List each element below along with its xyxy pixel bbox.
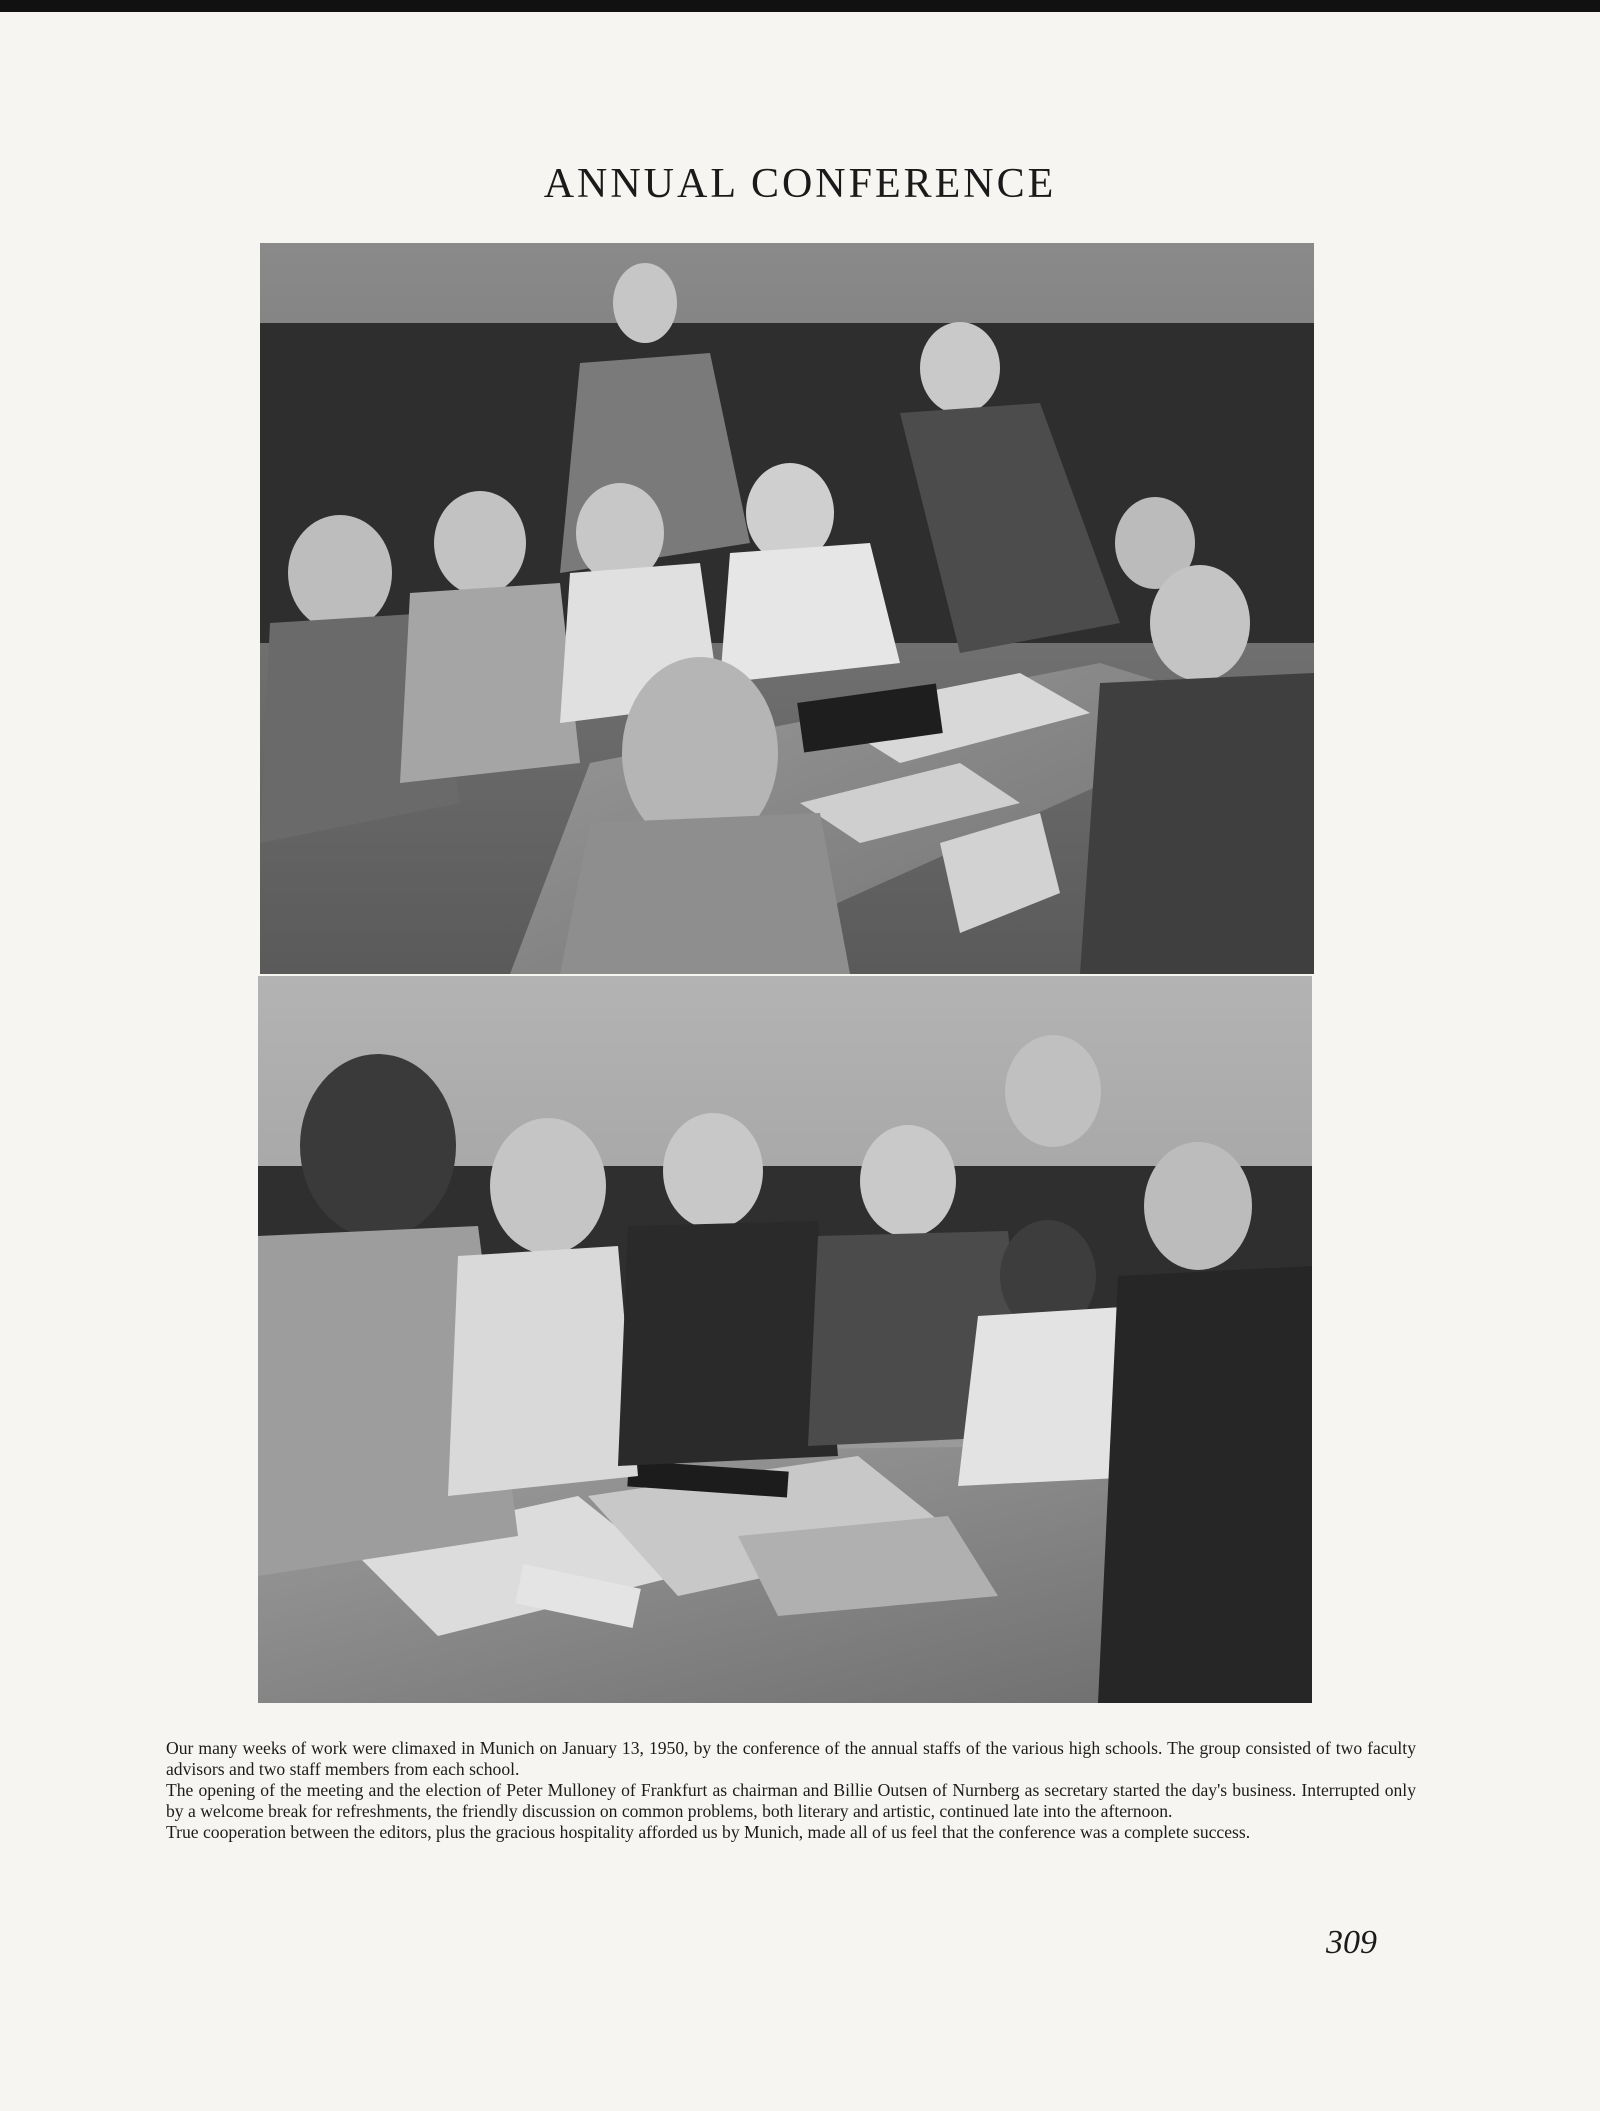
top-photo-illustration <box>260 243 1314 974</box>
top-photograph <box>260 243 1314 974</box>
bottom-photograph <box>258 976 1312 1703</box>
caption-paragraph-2: The opening of the meeting and the election of Peter Mulloney of Frankfurt as chairman and Billie Outsen of Nurnberg as secretary started the day's business. Interrupted only by a welcome break for refreshments, the friendly discussion on common problems, both literary and artistic, continued late into the afternoon. <box>166 1780 1416 1821</box>
top-border-rule <box>0 0 1600 12</box>
caption-text <box>166 1738 1416 1843</box>
bottom-photo-illustration <box>258 976 1312 1703</box>
page-title: ANNUAL CONFERENCE <box>543 161 1057 207</box>
caption-paragraph-1: Our many weeks of work were climaxed in Munich on January 13, 1950, by the conference of the annual staffs of the various high schools. The group consisted of two faculty advisors and two staff members from each school. <box>166 1738 1416 1779</box>
caption-paragraph-3: True cooperation between the editors, plus the gracious hospitality afforded us by Munich, made all of us feel that the conference was a complete success. <box>166 1822 1251 1842</box>
page-number: 309 <box>1326 1924 1377 1961</box>
